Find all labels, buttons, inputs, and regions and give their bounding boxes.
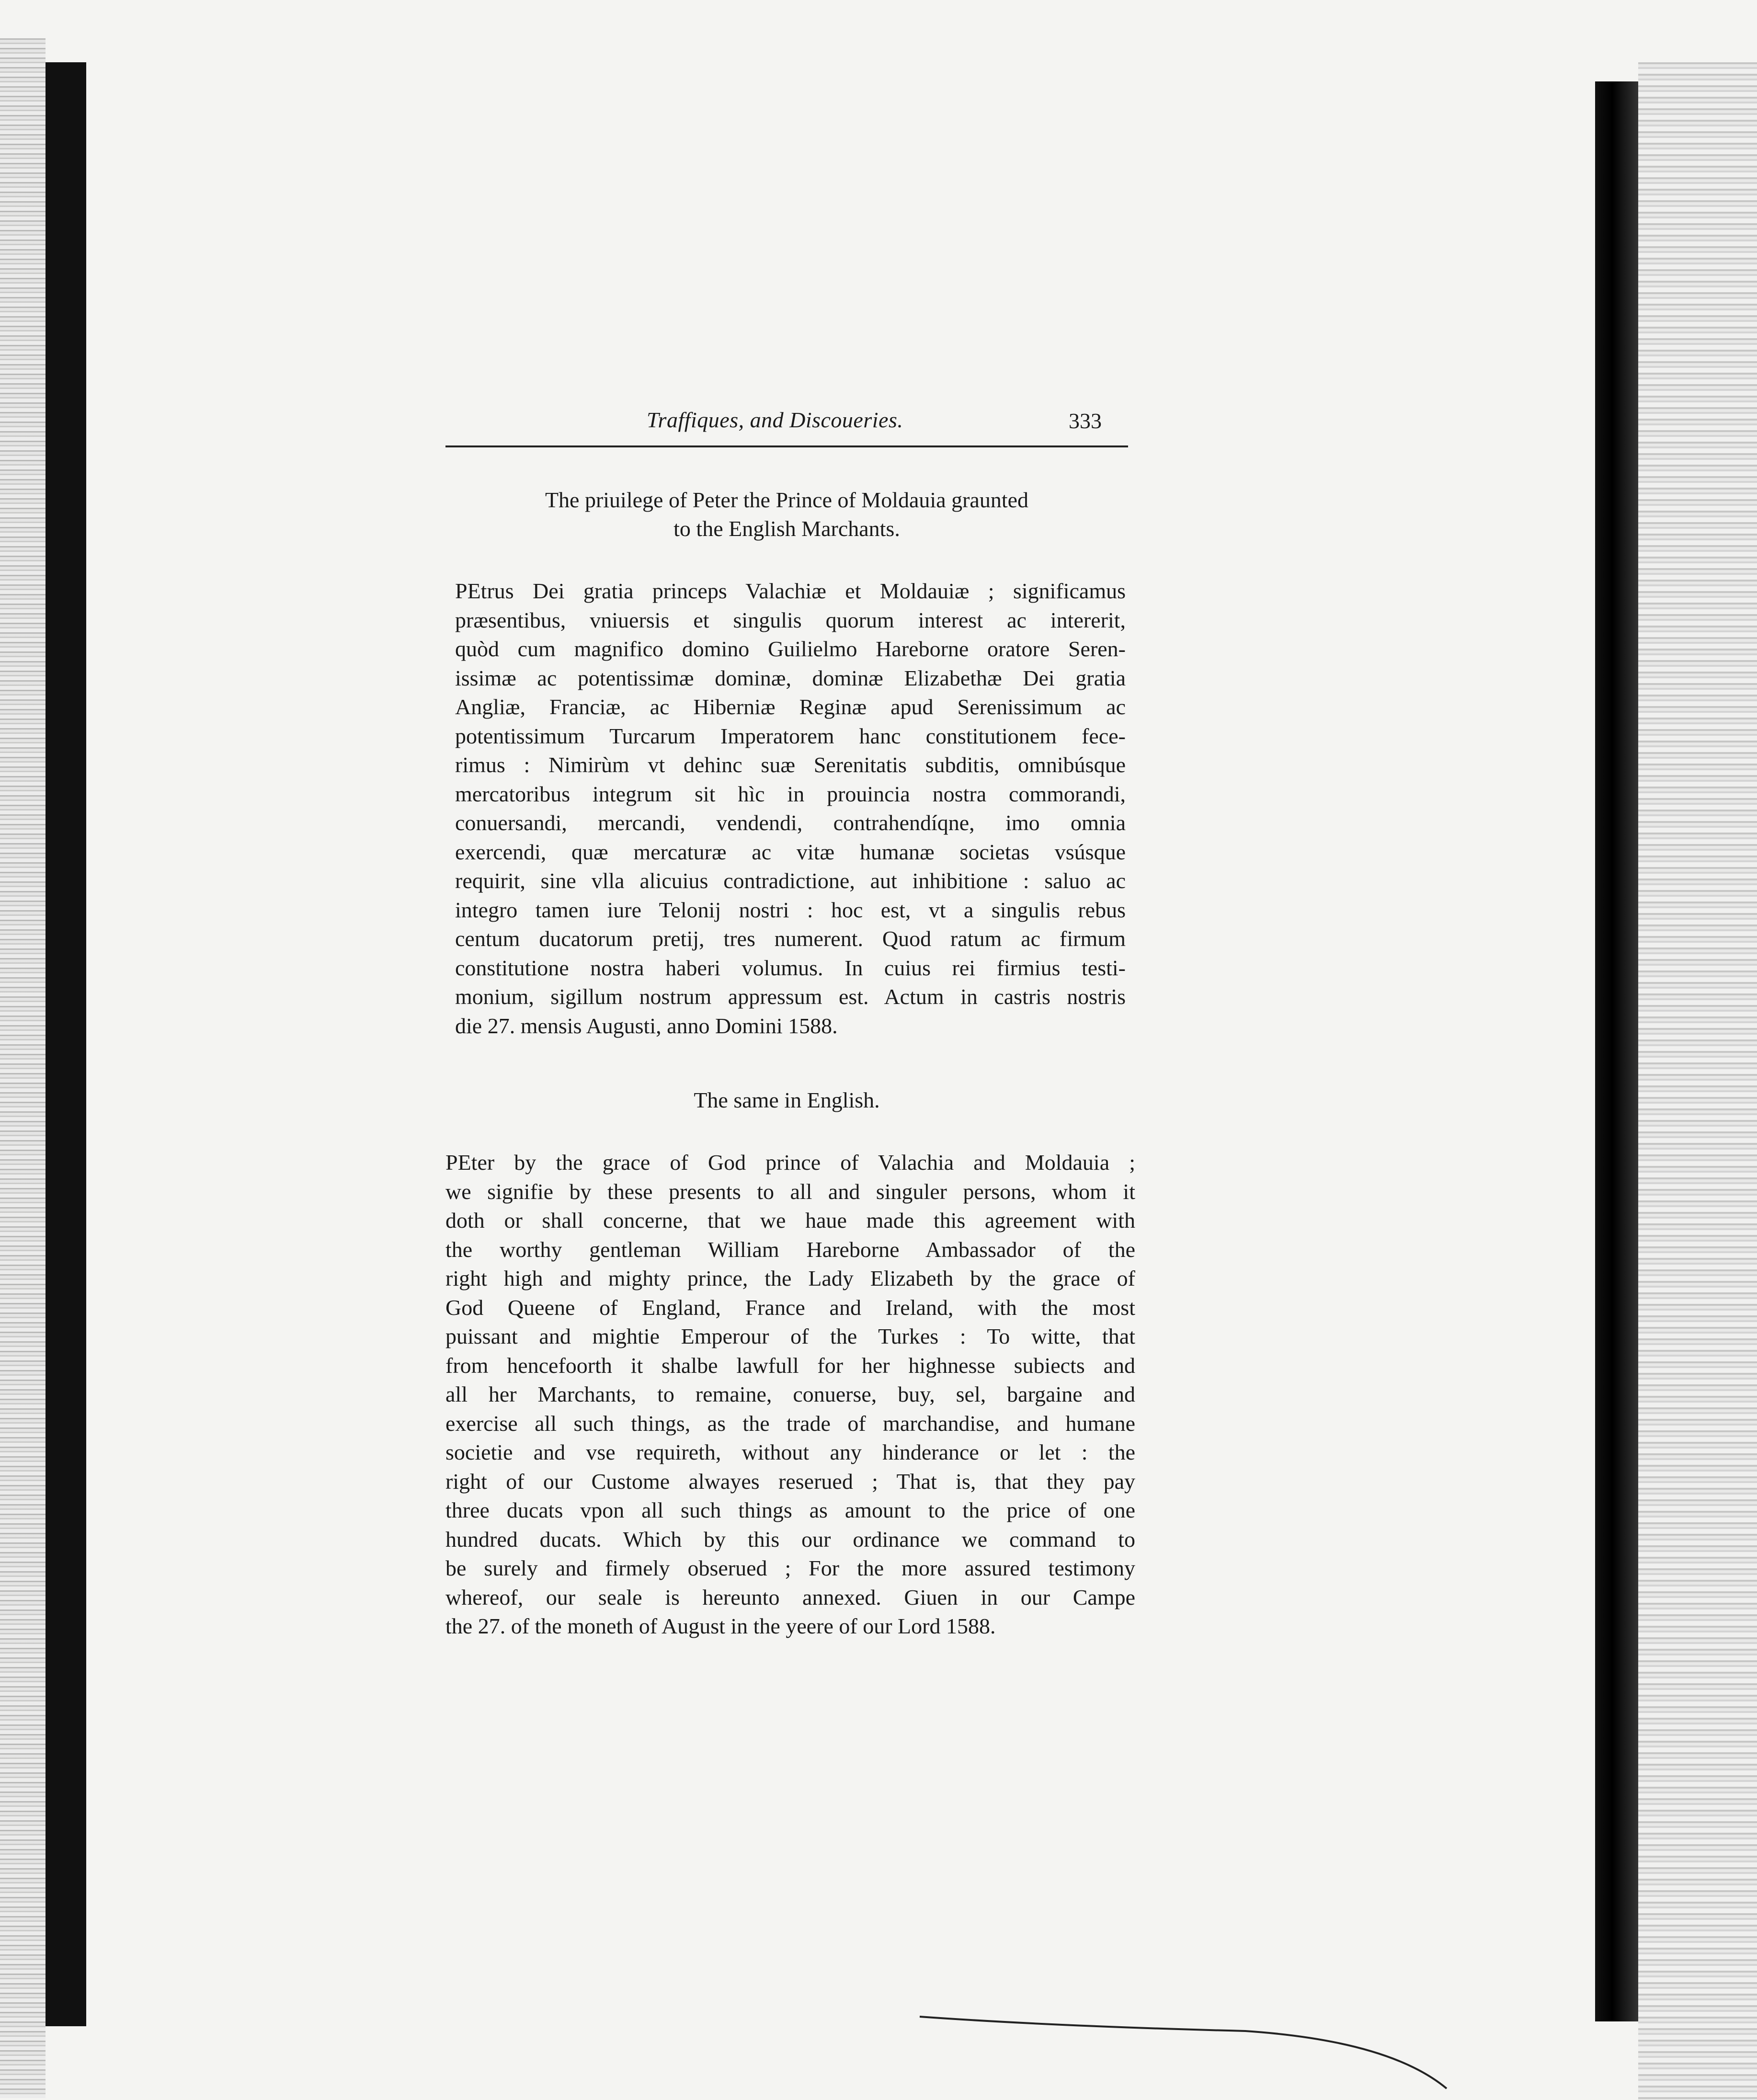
scan-edge-speckle-left — [0, 38, 46, 2098]
text-line: three ducats vpon all such things as amount to the price of one — [445, 1498, 1135, 1522]
heading-line: to the English Marchants. — [673, 516, 900, 541]
text-line: all her Marchants, to remaine, conuerse, buy, sel, bargaine and — [445, 1382, 1135, 1406]
page-number: 333 — [1069, 409, 1102, 433]
text-line: societie and vse requireth, without any hinderance or let : the — [445, 1440, 1135, 1464]
text-line: we signifie by these presents to all and singuler persons, whom it — [445, 1179, 1135, 1204]
text-line: monium, sigillum nostrum appressum est. Actum in castris nostris — [455, 984, 1126, 1009]
latin-paragraph — [455, 577, 1126, 1040]
running-head — [445, 398, 1140, 436]
running-title: Traffiques, and Discoueries. — [647, 408, 903, 432]
section-heading-english: The same in English. — [694, 1088, 880, 1112]
scan-stray-mark — [910, 1997, 1533, 2093]
text-line: requirit, sine vlla alicuius contradictione, aut inhibitione : saluo ac — [455, 868, 1126, 893]
text-line: God Queene of England, France and Ireland, with the most — [445, 1295, 1135, 1320]
text-line: integro tamen iure Telonij nostri : hoc est, vt a singulis rebus — [455, 897, 1126, 922]
text-line: conuersandi, mercandi, vendendi, contrahendíqne, imo omnia — [455, 810, 1126, 835]
heading-line: The priuilege of Peter the Prince of Moldauia graunted — [545, 488, 1029, 512]
text-line: exercise all such things, as the trade of marchandise, and humane — [445, 1411, 1135, 1436]
text-line: from hencefoorth it shalbe lawfull for her highnesse subiects and — [445, 1353, 1135, 1378]
text-line: præsentibus, vniuersis et singulis quorum interest ac intererit, — [455, 607, 1126, 632]
text-line: puissant and mightie Emperour of the Turkes : To witte, that — [445, 1324, 1135, 1348]
text-line: be surely and firmely obserued ; For the more assured testimony — [445, 1556, 1135, 1580]
text-line: rimus : Nimirùm vt dehinc suæ Serenitatis subditis, omnibúsque — [455, 753, 1126, 777]
document-page — [445, 398, 1140, 1641]
text-line: quòd cum magnifico domino Guilielmo Hareborne oratore Seren- — [455, 637, 1126, 661]
text-line: exercendi, quæ mercaturæ ac vitæ humanæ societas vsúsque — [455, 839, 1126, 864]
section-heading-latin — [445, 486, 1128, 543]
text-line: doth or shall concerne, that we haue made this agreement with — [445, 1208, 1135, 1233]
text-line: hundred ducats. Which by this our ordinance we command to — [445, 1527, 1135, 1552]
text-line: the worthy gentleman William Hareborne Ambassador of the — [445, 1237, 1135, 1262]
text-line: PEter by the grace of God prince of Valachia and Moldauia ; — [445, 1150, 1135, 1175]
text-line: potentissimum Turcarum Imperatorem hanc constitutionem fece- — [455, 723, 1126, 748]
text-line: mercatoribus integrum sit hìc in prouincia nostra commorandi, — [455, 781, 1126, 806]
text-line: the 27. of the moneth of August in the yeere of our Lord 1588. — [445, 1614, 996, 1638]
header-rule — [445, 445, 1128, 447]
text-line: constitutione nostra haberi volumus. In cuius rei firmius testi- — [455, 955, 1126, 980]
text-line: whereof, our seale is hereunto annexed. Giuen in our Campe — [445, 1585, 1135, 1609]
text-line: centum ducatorum pretij, tres numerent. Quod ratum ac firmum — [455, 926, 1126, 951]
scan-edge-bar-right — [1595, 81, 1638, 2021]
text-line: issimæ ac potentissimæ dominæ, dominæ Elizabethæ Dei gratia — [455, 665, 1126, 690]
text-line: right high and mighty prince, the Lady Elizabeth by the grace of — [445, 1266, 1135, 1290]
english-paragraph — [445, 1148, 1135, 1641]
text-line: die 27. mensis Augusti, anno Domini 1588. — [455, 1013, 838, 1038]
text-line: right of our Custome alwayes reserued ; That is, that they pay — [445, 1469, 1135, 1494]
text-line: Angliæ, Franciæ, ac Hiberniæ Reginæ apud Serenissimum ac — [455, 695, 1126, 719]
scan-edge-speckle-right — [1638, 62, 1757, 2100]
text-line: PEtrus Dei gratia princeps Valachiæ et Moldauiæ ; significamus — [455, 579, 1126, 603]
scan-edge-bar-left — [46, 62, 86, 2026]
